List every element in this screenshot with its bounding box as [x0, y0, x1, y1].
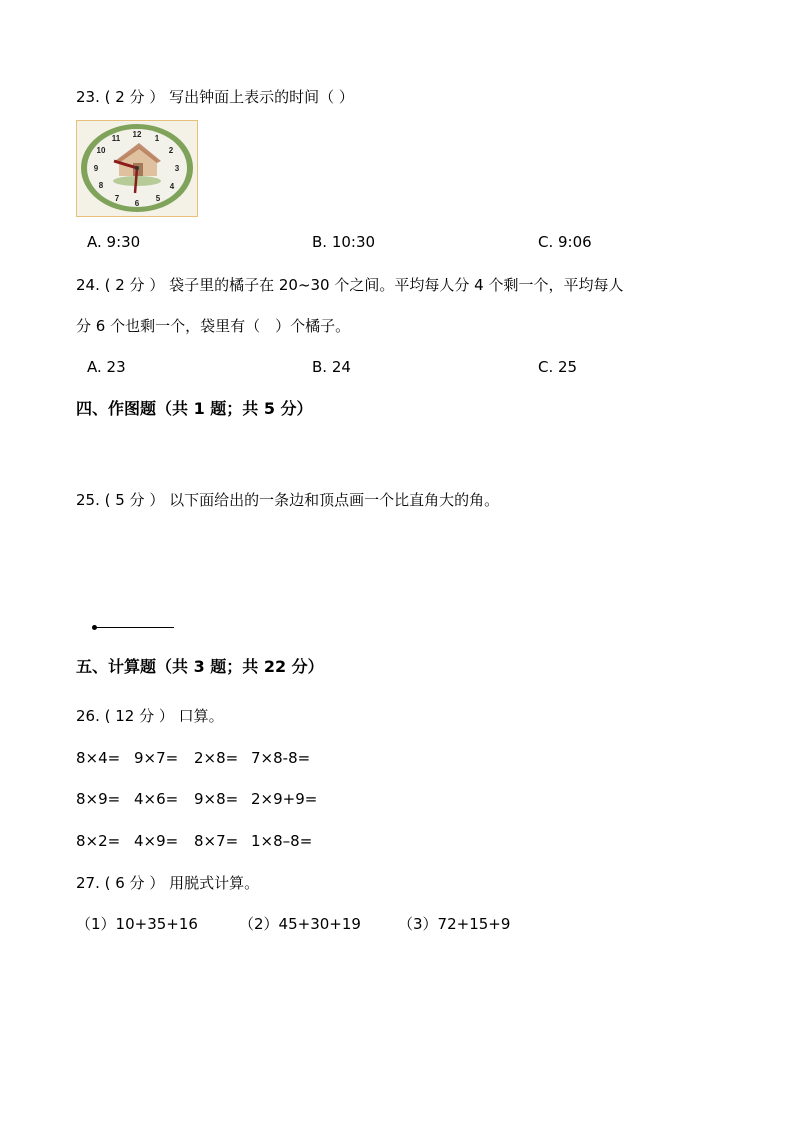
section4-heading: 四、作图题（共 1 题；共 5 分）: [76, 399, 313, 418]
q26-r1c4: 7×8-8=: [251, 749, 311, 767]
q24-stem-line1: 24. ( 2 分 ） 袋子里的橘子在 20~30 个之间。平均每人分 4 个剩一个，平均每人: [76, 276, 624, 294]
q26-r3c2: 4×9=: [134, 832, 179, 850]
q26-r1c1: 8×4=: [76, 749, 121, 767]
clock-num-8: 8: [98, 181, 104, 190]
q27-item-2: （2）45+30+19: [239, 915, 361, 933]
clock-num-1: 1: [154, 134, 160, 143]
q23-stem: 23. ( 2 分 ） 写出钟面上表示的时间（ ）: [76, 88, 354, 106]
clock-icon: [77, 121, 197, 216]
clock-num-4: 4: [169, 182, 175, 191]
q26-r3c3: 8×7=: [194, 832, 239, 850]
q26-r2c4: 2×9+9=: [251, 790, 318, 808]
q26-r3c1: 8×2=: [76, 832, 121, 850]
clock-num-11: 11: [111, 134, 121, 143]
q23-option-a[interactable]: A. 9:30: [87, 233, 141, 251]
q26-r3c4: 1×8–8=: [251, 832, 313, 850]
q24-option-b[interactable]: B. 24: [312, 358, 351, 376]
clock-num-9: 9: [93, 164, 99, 173]
given-side-line: [94, 627, 174, 628]
q27-item-3: （3）72+15+9: [398, 915, 511, 933]
clock-num-10: 10: [96, 146, 106, 155]
q24-option-a[interactable]: A. 23: [87, 358, 126, 376]
clock-num-5: 5: [155, 194, 161, 203]
q27-item-1: （1）10+35+16: [76, 915, 198, 933]
q25-stem: 25. ( 5 分 ） 以下面给出的一条边和顶点画一个比直角大的角。: [76, 491, 500, 509]
q27-stem: 27. ( 6 分 ） 用脱式计算。: [76, 874, 260, 892]
q26-r1c2: 9×7=: [134, 749, 179, 767]
q26-r2c3: 9×8=: [194, 790, 239, 808]
q24-option-c[interactable]: C. 25: [538, 358, 578, 376]
q26-stem: 26. ( 12 分 ） 口算。: [76, 707, 224, 725]
section5-heading: 五、计算题（共 3 题；共 22 分）: [76, 657, 324, 676]
clock-num-12: 12: [132, 130, 142, 139]
q26-r2c2: 4×6=: [134, 790, 179, 808]
clock-num-6: 6: [134, 199, 140, 208]
q24-stem-line2: 分 6 个也剩一个，袋里有（ ）个橘子。: [76, 317, 351, 335]
q26-r2c1: 8×9=: [76, 790, 121, 808]
clock-num-3: 3: [174, 164, 180, 173]
q23-option-c[interactable]: C. 9:06: [538, 233, 592, 251]
clock-num-7: 7: [114, 194, 120, 203]
q26-r1c3: 2×8=: [194, 749, 239, 767]
clock-num-2: 2: [168, 146, 174, 155]
q23-option-b[interactable]: B. 10:30: [312, 233, 376, 251]
clock-image: [76, 120, 198, 217]
